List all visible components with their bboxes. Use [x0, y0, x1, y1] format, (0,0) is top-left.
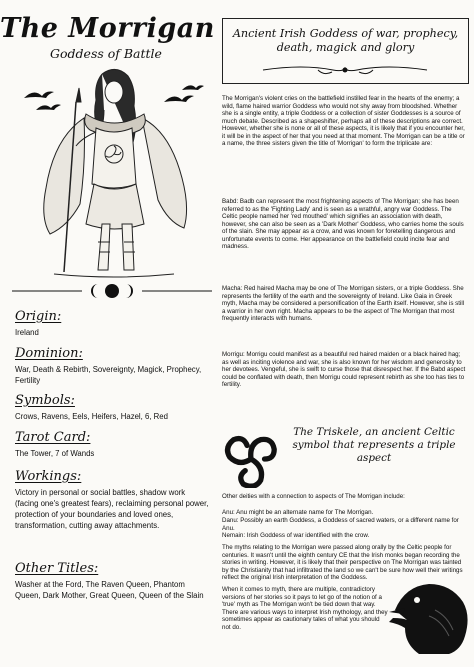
field-label: Workings:	[15, 469, 82, 484]
field-label: Origin:	[15, 309, 62, 324]
tagline: Ancient Irish Goddess of war, prophecy, death, magick and glory	[232, 27, 459, 54]
field-label: Dominion:	[15, 346, 83, 361]
paragraph-badb: Babd: Badb can represent the most frightening aspects of The Morrigan; she has been referred to as the 'Fighting Lady' and is seen as a wrathful, angry war Goddess. The Celtic people named her 'red mouthed' which signifies an association with death, however, she can also be seen as a 'Dark Mother' Goddess, who carries home the souls of the slain. She may appear as a crow, and was known for foretelling dangerous and unfortunate events to come. Her appearance on the battlefield could incite fear and madness.	[222, 198, 464, 250]
field-value: The Tower, 7 of Wands	[15, 449, 95, 458]
paragraph-myths: The myths relating to the Morrigan were passed along orally by the Celtic people for centuries. It wasn't until the eighth century CE that the Irish monks began recording the stories in writing. However, it is likely that their perspective on The Morrigan was tainted by the Christianity that had infiltrated the land so we can't be sure how well their writings reflect the original Irish interpretation of the Goddess.	[222, 544, 463, 581]
paragraph-macha: Macha: Red haired Macha may be one of The Morrigan sisters, or a triple Goddess. She represents the fertility of the earth and the sovereignty of Ireland. Like Gaia in Greek myth, Macha may be considered a personification of the Earth itself. However, she is still a warrior in her own right. Macha appears to be the aspect of The Morrigan that most frequently interacts with humans.	[222, 285, 465, 322]
triskele-icon	[222, 430, 280, 488]
moon-divider	[12, 282, 212, 300]
morrigan-illustration	[14, 62, 210, 282]
paragraph-intro: The Morrigan's violent cries on the battlefield instilled fear in the hearts of the enemy; a wild, flame haired warrior Goddess who would not shy away from bloodshed. Whether she is a single entity, a triple Goddess or a collection of sister Goddesses is a source of much debate. Described as a shapeshifter, perhaps all of these descriptions are correct. However, whether she is none or all of these aspects, it is likely that if you encounter her, it will be in the aspect of her that you need at that moment. The Morrigan can be a title or a name, the three sisters given the title of 'Morrigan' to form the triplicate are:	[222, 95, 465, 147]
field-symbols	[15, 393, 210, 422]
flourish-ornament	[258, 63, 433, 77]
page-subtitle: Goddess of Battle	[50, 46, 162, 61]
triskele-caption: The Triskele, an ancient Celtic symbol that represents a triple aspect	[292, 426, 456, 464]
paragraph-danu: Danu: Possibly an earth Goddess, a Goddess of sacred waters, or a different name for Anu.	[222, 517, 459, 532]
field-label: Symbols:	[15, 393, 75, 408]
paragraph-anu: Anu: Anu might be an alternate name for The Morrigan.	[222, 509, 374, 516]
field-label: Other Titles:	[15, 561, 99, 576]
field-value: War, Death & Rebirth, Sovereignty, Magick, Prophecy, Fertility	[15, 365, 202, 385]
tagline-box	[222, 18, 469, 84]
raven-icon	[389, 576, 471, 654]
field-value: Crows, Ravens, Eels, Heifers, Hazel, 6, Red	[15, 412, 168, 421]
field-other-titles	[15, 561, 210, 601]
paragraph-other-intro: Other deities with a connection to aspects of The Morrigan include:	[222, 493, 405, 500]
field-label: Tarot Card:	[15, 430, 91, 445]
left-column	[0, 0, 215, 667]
field-origin	[15, 309, 210, 338]
field-value: Washer at the Ford, The Raven Queen, Phantom Queen, Dark Mother, Great Queen, Queen of the Slain	[15, 580, 204, 600]
field-tarot	[15, 430, 210, 459]
paragraph-closing: When it comes to myth, there are multiple, contradictory versions of her stories so it pays to let go of the notion of a 'true' myth as The Morrigan won't be tied down that way. There are various ways to interpret Irish mythology, and they sometimes appear as cautionary tales of what you should not do.	[222, 586, 388, 631]
waning-moon-icon	[126, 284, 133, 298]
paragraph-morrigu: Morrigu: Morrigu could manifest as a beautiful red haired maiden or a black haired hag; as well as inciting violence and war, she is also known for her wisdom and generosity to her devotees. Vengeful, she is swift to curse those that disrespect her. If the Babd aspect could be conflated with death, then Morrigu could represent rebirth as she too has ties to fertility.	[222, 351, 466, 388]
waxing-moon-icon	[91, 284, 98, 298]
field-workings	[15, 469, 210, 531]
paragraph-nemain: Nemain: Irish Goddess of war identified with the crow.	[222, 532, 370, 539]
field-dominion	[15, 346, 210, 386]
warrior-goddess-figure	[44, 69, 187, 277]
page-title: The Morrigan	[0, 13, 215, 44]
field-value: Ireland	[15, 328, 39, 337]
right-column	[212, 0, 474, 667]
field-value: Victory in personal or social battles, shadow work (facing one's greatest fears), reclaiming personal power, protection of your boundaries and loved ones, transformation, cutting away attachments.	[15, 488, 209, 530]
full-moon-icon	[105, 284, 119, 298]
